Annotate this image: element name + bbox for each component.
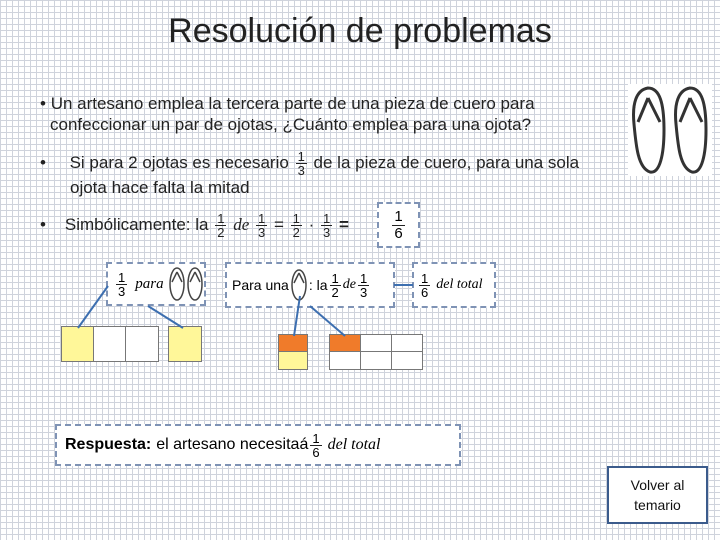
answer-box (55, 424, 461, 466)
fraction-one-third: $\frac{1}{3}$ (257, 211, 266, 240)
fraction-one-sixth: $\frac{1}{6}$ (394, 207, 403, 242)
back-to-index-button[interactable] (607, 466, 708, 524)
dot-operator: · (308, 214, 315, 234)
answer-del-total: del total (327, 436, 381, 453)
word-de: de (233, 214, 250, 234)
back-to-index-label: Volver al temario (630, 477, 685, 513)
fraction-one-sixth: $\frac{1}{6}$ (312, 430, 320, 460)
bullet-2-post: de la pieza de cuero, para una sola (313, 152, 580, 172)
bullet-1-line-2: confeccionar un par de ojotas, ¿Cuánto emplea para una ojota? (50, 115, 532, 134)
para-una-text: Para una (232, 277, 289, 293)
bullet-2-line-2: ojota hace falta la mitad (70, 178, 250, 197)
word-del-total: del total (436, 277, 483, 292)
colon-la-text: : la (308, 277, 328, 293)
bullet-1-line-1: Un artesano emplea la tercera parte de una pieza de cuero para (50, 94, 535, 113)
fraction-one-sixth: $\frac{1}{6}$ (421, 270, 429, 300)
fraction-one-third: $\frac{1}{3}$ (322, 211, 331, 240)
bullet-dot: • (40, 152, 70, 172)
fraction-one-half: $\frac{1}{2}$ (292, 211, 300, 240)
bullet-3-pre: Simbólicamente: la (64, 214, 209, 234)
word-de: de (342, 277, 356, 292)
fraction-one-third: $\frac{1}{3}$ (297, 149, 305, 178)
fraction-one-half: $\frac{1}{2}$ (217, 211, 225, 240)
equals-sign-bold: = (338, 214, 349, 234)
equals-sign: = (273, 214, 284, 234)
answer-label: Respuesta: (65, 436, 152, 453)
bullet-dot: • (40, 94, 51, 113)
bullet-2-pre: Si para 2 ojotas es necesario (69, 152, 289, 172)
page-title: Resolución de problemas (168, 12, 552, 50)
fraction-one-half: $\frac{1}{2}$ (331, 270, 339, 300)
word-para: para (135, 275, 164, 292)
fraction-one-third: $\frac{1}{3}$ (118, 269, 126, 299)
answer-text: el artesano necesitaá (156, 436, 309, 453)
fraction-one-third: $\frac{1}{3}$ (359, 270, 368, 300)
bullet-dot: • (40, 214, 65, 234)
